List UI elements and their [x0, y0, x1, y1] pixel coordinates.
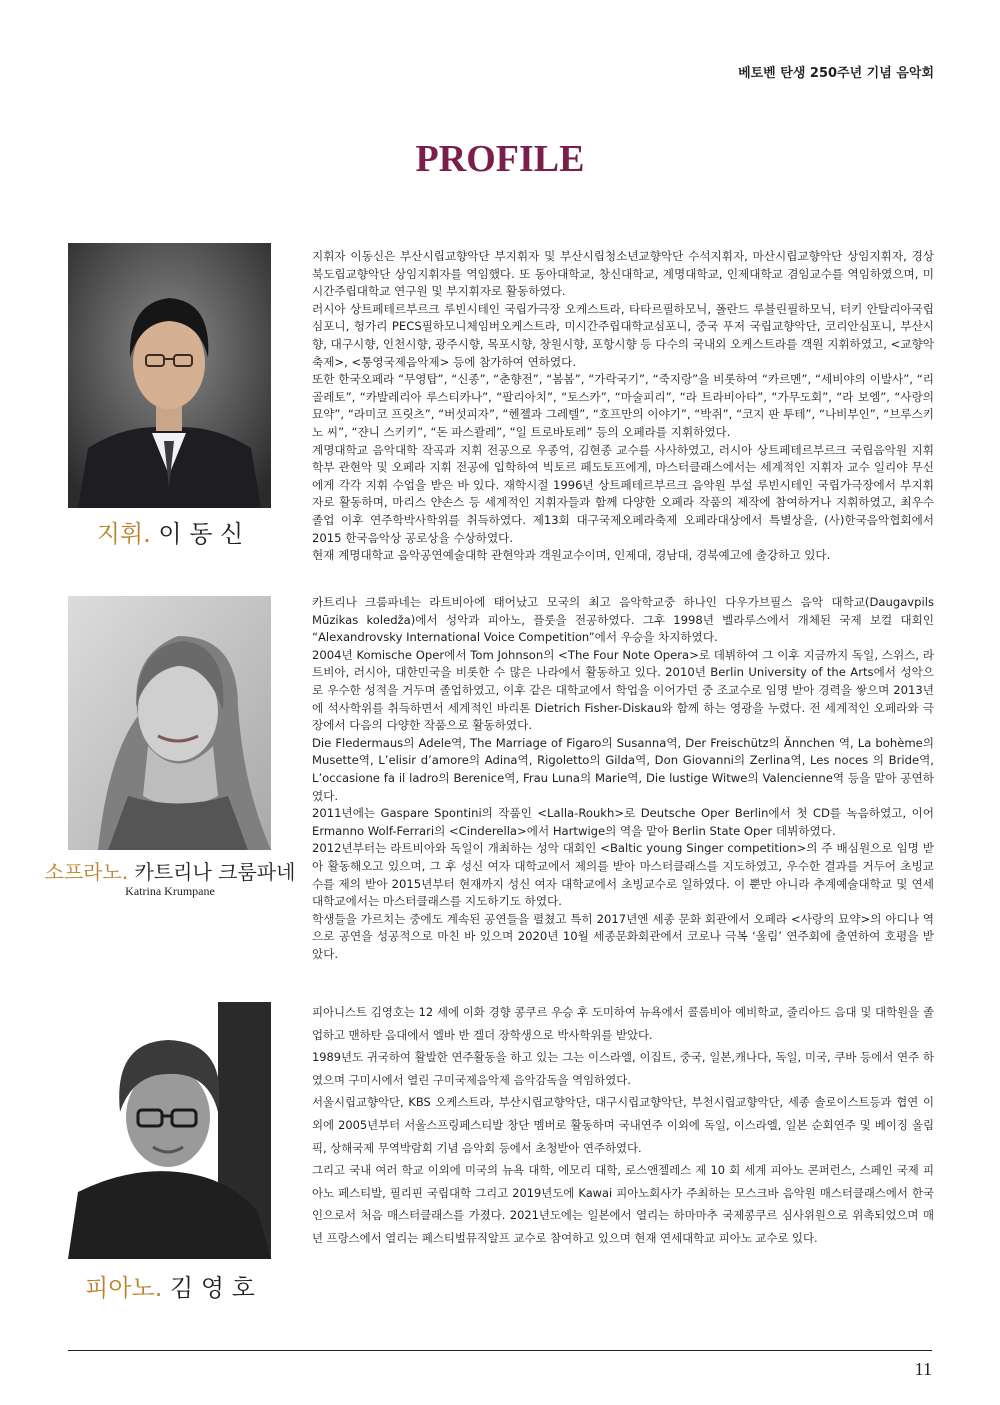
- pianist-bio: [312, 1001, 934, 1250]
- page-number: 11: [914, 1359, 932, 1379]
- pianist-bio-paragraph: 1989년도 귀국하여 활발한 연주활동을 하고 있는 그는 이스라엘, 이집트, 중국, 일본,캐나다, 독일, 미국, 쿠바 등에서 연주 하였으며 구미시에서 열린 구미국제음악제 음악감독을 역임하였다.: [312, 1050, 934, 1087]
- conductor-bio-paragraph: 러시아 상트페테르부르크 루빈시테인 국립가극장 오케스트라, 타타르필하모닉, 폴란드 루블린필하모닉, 터키 안탈리아국립심포니, 헝가리 PECS필하모니체임버오케스트라, 미시간주립대학교심포니, 중국 푸저 국립교향악단, 코리안심포니, 부산시향, 대구시향, 인천시향, 광주시향, 목포시향, 창원시향, 포항시향 등 다수의 국내외 오케스트라를 객원 지휘하였고, <교향악축제>, <통영국제음악제> 등에 참가하여 연하였다.: [312, 301, 934, 369]
- conductor-role: 지휘.: [96, 520, 151, 548]
- pianist-name-text: 김 영 호: [170, 1274, 255, 1302]
- footer-divider: [68, 1350, 932, 1351]
- pianist-role: 피아노.: [85, 1274, 163, 1302]
- pianist-bio-paragraph: 그리고 국내 여러 학교 이외에 미국의 뉴욕 대학, 에모리 대학, 로스앤젤레스 제 10 회 세계 피아노 콘퍼런스, 스페인 국제 피아노 페스티발, 필리핀 국립대학 그리고 2019년도에 Kawai 피아노회사가 주최하는 모스크바 음악원 매스터클래스에서 한국인으로서 처음 매스터클래스를 가졌다. 2021년도에는 일본에서 열리는 하마마추 국제콩쿠르 심사위원으로 위촉되었으며 매년 프랑스에서 열리는 페스티벌뮤직알프 교수로 참여하고 있으며 현재 연세대학교 피아노 교수로 있다.: [312, 1163, 934, 1245]
- conductor-photo: [68, 243, 271, 508]
- soprano-photo: [68, 596, 271, 850]
- soprano-name-text: 카트리나 크룸파네: [134, 860, 296, 884]
- soprano-bio-paragraph: 2011년에는 Gaspare Spontini의 작품인 <Lalla-Roukh>로 Deutsche Oper Berlin에서 첫 CD를 녹음하였고, 이어 Ermanno Wolf-Ferrari의 <Cinderella>에서 Hartwige의 역을 맡아 Berlin State Oper 데뷔하였다.: [312, 806, 934, 838]
- pianist-name: [40, 1268, 300, 1303]
- conductor-bio-paragraph: 지휘자 이동신은 부산시립교향악단 부지휘자 및 부산시립청소년교향악단 수석지휘자, 마산시립교향악단 상임지휘자, 경상북도립교향악단 상임지휘자를 역임했다. 또 동아대학교, 창신대학교, 계명대학교, 인제대학교 겸임교수를 역임하였으며, 미시간주립대학교 연구원 및 부지휘자로 활동하였다.: [312, 249, 934, 299]
- soprano-name: [40, 856, 300, 885]
- conductor-bio-paragraph: 또한 한국오페라 “무영탑”, “신종”, “춘향전”, “봄봄”, “가락국기”, “죽지랑”을 비롯하여 “카르멘”, “세비야의 이발사”, “리골레토”, “카발레리아 루스티카나”, “팔리아치”, “토스카”, “마술피리”, “라 트라비아타”, “가무도회”, “라 보엠”, “사랑의 묘약”, “라미코 프릿츠”, “버섯피자”, “헨젤과 그레텔”, “호프만의 이야기”, “박쥐”, “코지 판 투테”, “나비부인”, “브루스키노 씨”, “쟌니 스키키”, “돈 파스콸레”, “일 트로바토레” 등의 오페라를 지휘하였다.: [312, 372, 934, 439]
- soprano-name-latin: Katrina Krumpane: [125, 884, 215, 898]
- soprano-role: 소프라노.: [44, 860, 129, 884]
- soprano-bio-paragraph: 2004년 Komische Oper에서 Tom Johnson의 <The Four Note Opera>로 데뷔하여 그 이후 지금까지 독일, 스위스, 라트비아, 러시아, 대한민국을 비롯한 수 많은 나라에서 활동하고 있다. 2010년 Berlin University of the Arts에서 성악으로 우수한 성적을 거두며 졸업하였고, 이후 같은 대학교에서 학업을 이어가던 중 조교수로 임명 받아 경력을 쌓으며 2013년에 석사학위를 취득하면서 세계적인 바리톤 Dietrich Fisher-Diskau와 함께 하는 영광을 누렸다. 전 세계적인 오페라와 극장에서 다음의 다양한 작품으로 활동하였다.: [312, 647, 934, 733]
- soprano-bio-paragraph: 2012년부터는 라트비아와 독일이 개최하는 성악 대회인 <Baltic young Singer competition>의 주 배심원으로 임명 받아 활동해오고 있으며, 그 후 성신 여자 대학교에서 제의를 받아 마스터클래스를 지도하였고, 우수한 결과를 거두어 초빙교수를 제의 받아 2015년부터 현재까지 성신 여자 대학교에서 초빙교수로 일하였다. 이 뿐만 아니라 추계예술대학교 및 연세대학교에서는 마스터클래스를 지도하기도 하였다.: [312, 841, 934, 909]
- pianist-photo: [68, 1002, 271, 1259]
- conductor-bio-paragraph: 현재 계명대학교 음악공연예술대학 관현악과 객원교수이며, 인제대, 경남대, 경북예고에 출강하고 있다.: [312, 548, 831, 563]
- conductor-name-text: 이 동 신: [158, 520, 244, 548]
- header-title: 베토벤 탄생 250주년 기념 음악회: [738, 66, 934, 81]
- page-title: PROFILE: [415, 138, 585, 180]
- soprano-bio-paragraph: Die Fledermaus의 Adele역, The Marriage of Figaro의 Susanna역, Der Freischütz의 Ännchen 역, La bohème의 Musette역, L’elisir d’amore의 Adina역, Rigoletto의 Gilda역, Don Giovanni의 Zerlina역, Les noces 의 Bride역, L’occasione fa il ladro의 Berenice역, Frau Luna의 Marie역, Die lustige Witwe의 Valencienne역 등을 맡아 공연하였다.: [312, 735, 934, 803]
- soprano-bio-paragraph: 카트리나 크룸파네는 라트비아에 태어났고 모국의 최고 음악학교중 하나인 다우가브필스 음악 대학교(Daugavpils Mūzikas koledža)에서 성악과 피아노, 플룻을 전공하였다. 그후 1998년 벨라루스에서 개체된 국제 보컬 대회인 “Alexandrovsky International Voice Competition”에서 우승을 차지하였다.: [312, 595, 934, 645]
- pianist-bio-paragraph: 피아니스트 김영호는 12 세에 이화 경향 콩쿠르 우승 후 도미하여 뉴욕에서 콜롬비아 예비학교, 줄리아드 음대 및 대학원을 졸업하고 맨하탄 음대에서 엘바 반 겔더 장학생으로 박사학위를 받았다.: [312, 1005, 934, 1042]
- pianist-bio-paragraph: 서울시립교향악단, KBS 오케스트라, 부산시립교향악단, 대구시립교향악단, 부천시립교향악단, 세종 솔로이스트등과 협연 이 외에 2005년부터 서울스프링페스티발 창단 멤버로 활동하며 국내연주 이외에 독일, 이스라엘, 일본 순회연주 및 베이징 올림픽, 상해국제 무역박람회 기념 음악회 등에서 초청받아 연주하였다.: [312, 1095, 934, 1155]
- soprano-bio: [312, 594, 934, 963]
- conductor-bio: [312, 248, 934, 565]
- conductor-bio-paragraph: 계명대학교 음악대학 작곡과 지휘 전공으로 우종억, 김현종 교수를 사사하였고, 러시아 상트페테르부르크 국립음악원 지휘학부 관현악 및 오페라 지휘 전공에 입학하여 빅토르 페도토프에게, 마스터클래스에서는 세계적인 지휘자 교수 일리야 무신에게 각각 지휘 수업을 받은 바 있다. 재학시절 1996년 상트페테르부르크 음악원 부설 루빈시테인 국립가극장에서 부지휘자로 활동하며, 마리스 얀손스 등 세계적인 지휘자들과 함께 다양한 오페라 작품의 제작에 참여하거나 지휘하였고, 최우수 졸업 이후 연주학박사학위를 취득하였다. 제13회 대구국제오페라축제 오페라대상에서 특별상을, (사)한국음악협회에서 2015 한국음악상 공로상을 수상하였다.: [312, 442, 934, 545]
- conductor-name: [40, 514, 300, 549]
- soprano-bio-paragraph: 학생들을 가르치는 중에도 계속된 공연들을 펼쳤고 특히 2017년엔 세종 문화 회관에서 오페라 <사랑의 묘약>의 아디나 역으로 공연을 성공적으로 마친 바 있으며 2020년 10월 세종문화회관에서 코로나 극복 ‘울림’ 연주회에 출연하여 호평을 받았다.: [312, 911, 934, 961]
